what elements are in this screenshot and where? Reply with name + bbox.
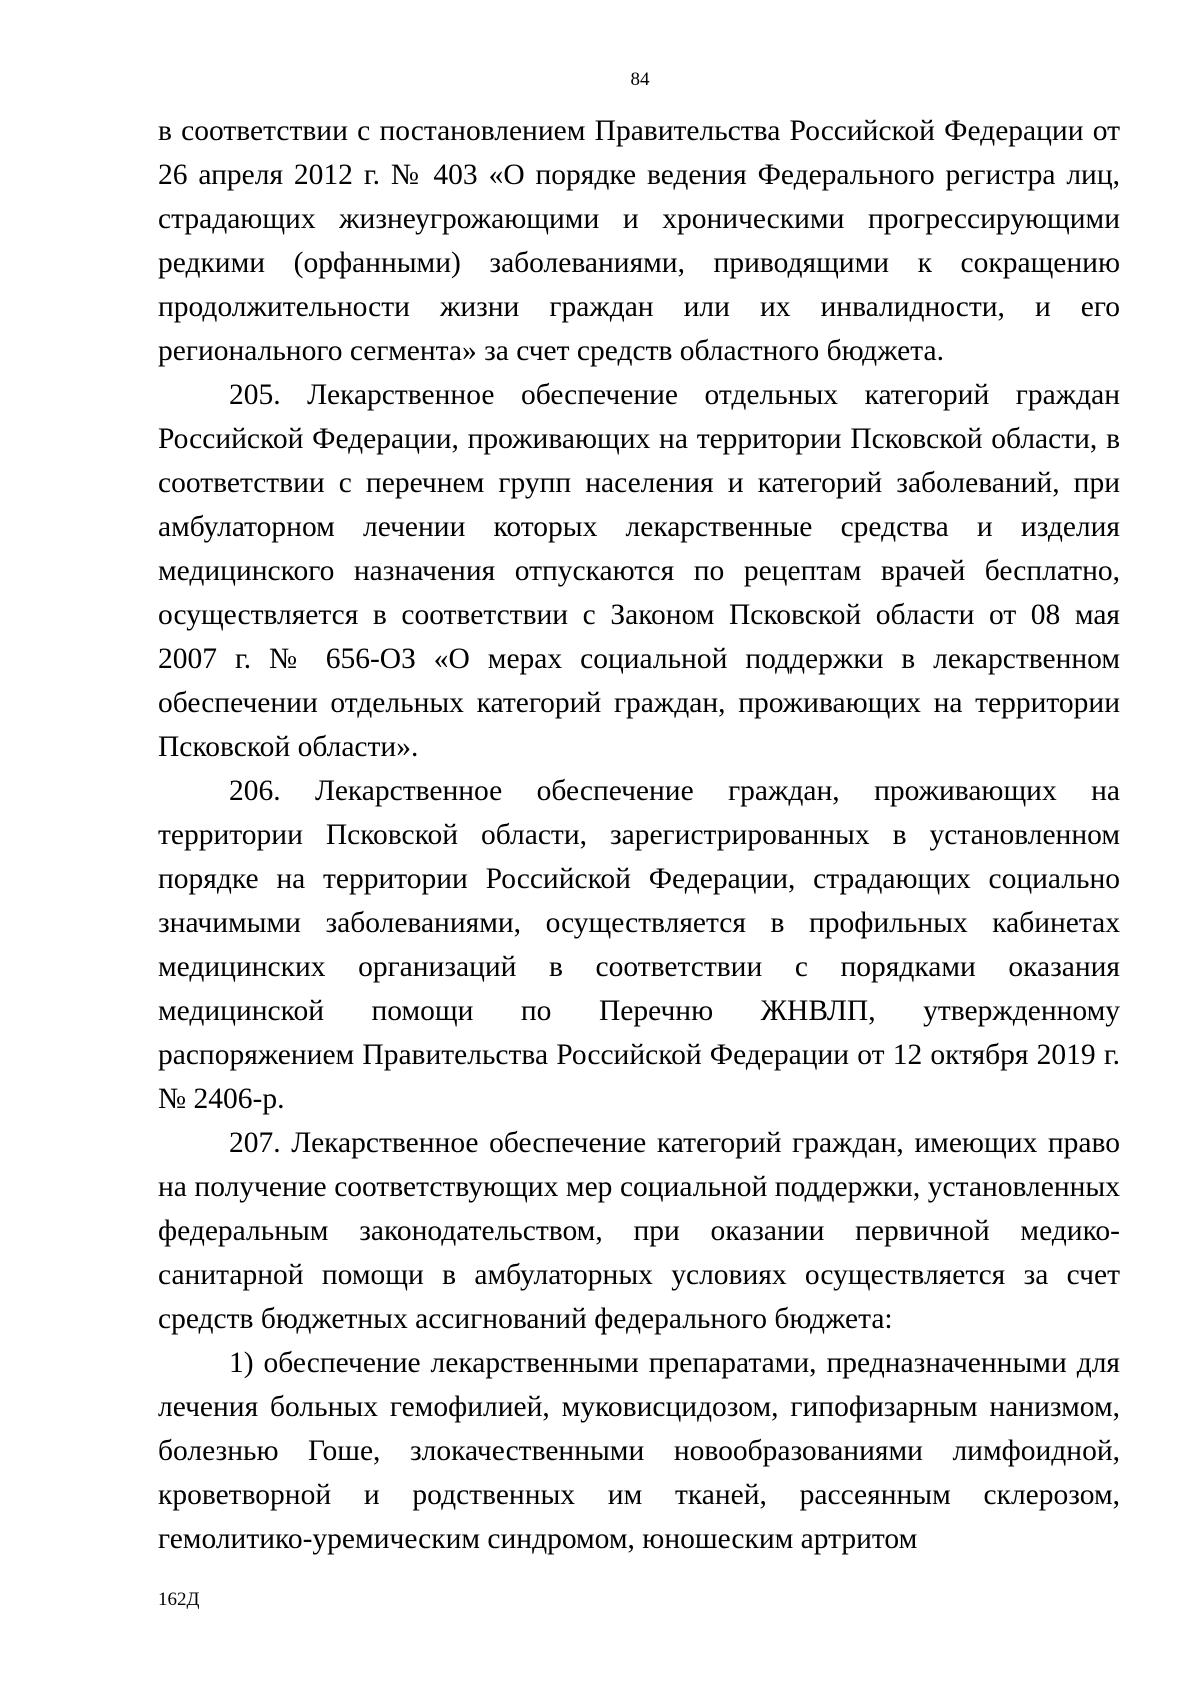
paragraph-205: 205. Лекарственное обеспечение отдельных категорий граждан Российской Федерации, проживающих на территории Псковской области, в соответствии с перечнем групп населения и категорий заболеваний, при амбулаторном лечении которых лекарственные средства и изделия медицинского назначения отпускаются по рецептам врачей бесплатно, осуществляется в соответствии с Законом Псковской области от 08 мая 2007 г. № 656-ОЗ «О мерах социальной поддержки в лекарственном обеспечении отдельных категорий граждан, проживающих на территории Псковской области». bbox=[158, 379, 1120, 763]
paragraph-206: 206. Лекарственное обеспечение граждан, проживающих на территории Псковской области, зарегистрированных в установленном порядке на территории Российской Федерации, страдающих социально значимыми заболеваниями, осуществляется в профильных кабинетах медицинских организаций в соответствии с порядками оказания медицинской помощи по Перечню ЖНВЛП, утвержденному распоряжением Правительства Российской Федерации от 12 октября 2019 г. № 2406-р. bbox=[158, 775, 1120, 1115]
paragraph-207-item-1: 1) обеспечение лекарственными препаратами, предназначенными для лечения больных гемофилией, муковисцидозом, гипофизарным нанизмом, болезнью Гоше, злокачественными новообразованиями лимфоидной, кроветворной и родственных им тканей, рассеянным склерозом, гемолитико-уремическим синдромом, юношеским артритом bbox=[158, 1347, 1120, 1555]
paragraph-continuation: в соответствии с постановлением Правительства Российской Федерации от 26 апреля 2012 г. № 403 «О порядке ведения Федерального регистра лиц, страдающих жизнеугрожающими и хроническими прогрессирующими редкими (орфанными) заболеваниями, приводящими к сокращению продолжительности жизни граждан или их инвалидности, и его регионального сегмента» за счет средств областного бюджета. bbox=[158, 115, 1120, 367]
document-code: 162Д bbox=[158, 1589, 200, 1610]
document-body bbox=[158, 109, 1120, 1561]
paragraph-207: 207. Лекарственное обеспечение категорий граждан, имеющих право на получение соответствующих мер социальной поддержки, установленных федеральным законодательством, при оказании первичной медико-санитарной помощи в амбулаторных условиях осуществляется за счет средств бюджетных ассигнований федерального бюджета: bbox=[158, 1127, 1120, 1335]
page-number: 84 bbox=[630, 69, 650, 90]
